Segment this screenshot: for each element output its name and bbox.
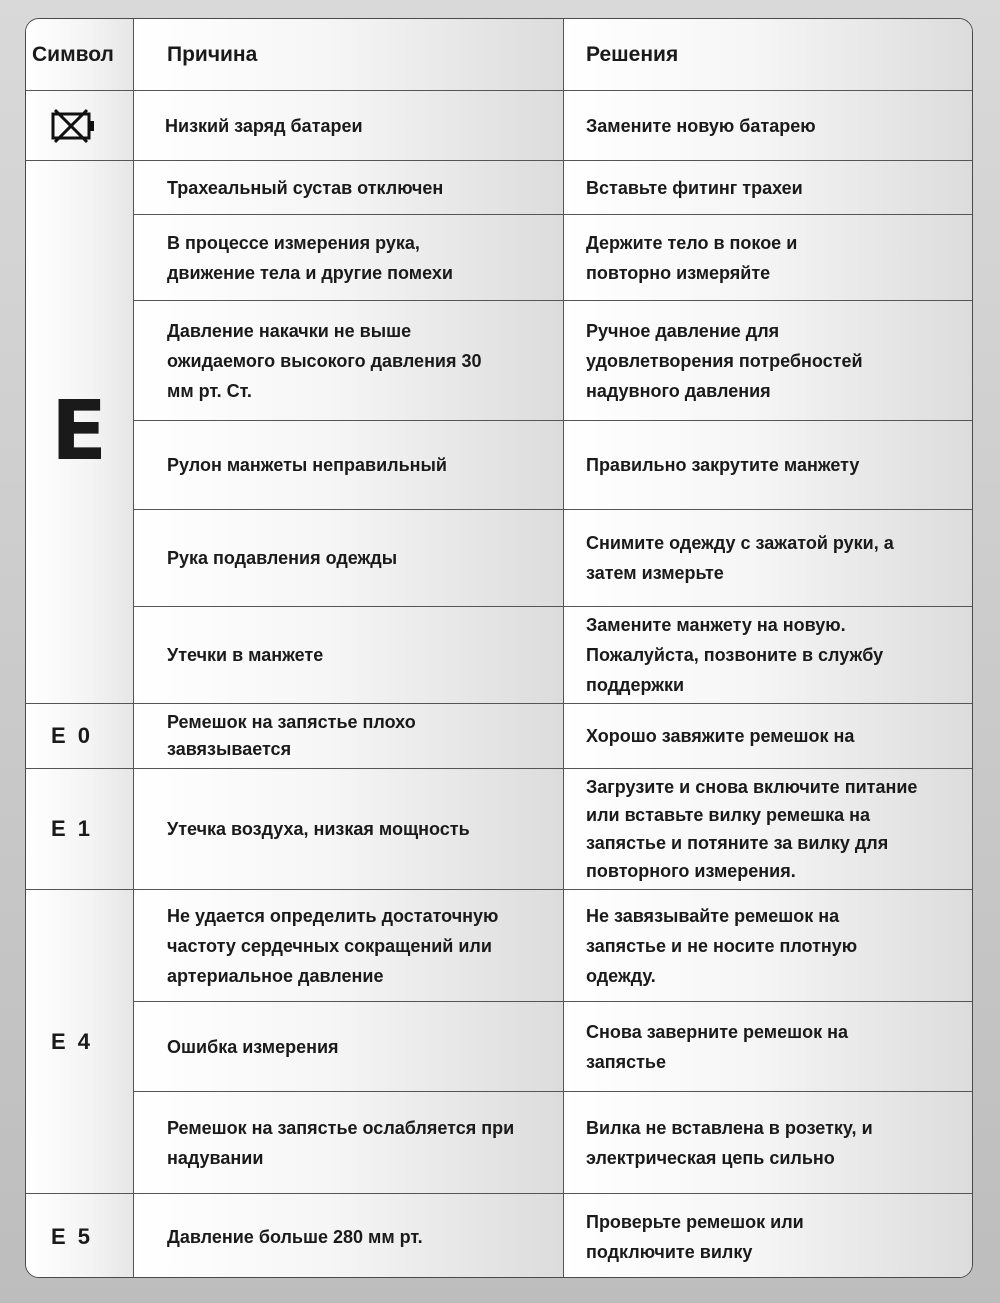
cause-cell [134, 890, 564, 1002]
symbol-E5 [26, 1194, 134, 1278]
cause-cell [134, 1194, 564, 1278]
solution-cell [564, 421, 973, 510]
solution-text: Вставьте фитинг трахеи [586, 177, 803, 198]
cause-cell [134, 215, 564, 301]
solution-cell [564, 769, 973, 890]
header-symbol-label: Символ [32, 42, 114, 66]
symbol-E4 [26, 890, 134, 1194]
symbol-battery [26, 91, 134, 161]
code-E: E [51, 384, 108, 479]
header-symbol [26, 19, 134, 91]
header-cause-label: Причина [167, 42, 258, 66]
cause-cell [134, 301, 564, 421]
cause-cell [134, 1002, 564, 1092]
error-table [25, 18, 973, 1278]
solution-text: Загрузите и снова включите питание или вставьте вилку ремешка на запястье и потяните за вилку для повторного измерения. [586, 777, 918, 881]
cause-cell [134, 510, 564, 607]
solution-cell [564, 215, 973, 301]
solution-cell [564, 510, 973, 607]
cause-text: Не удается определить достаточную частоту сердечных сокращений или артериальное давление [167, 905, 499, 986]
solution-text: Не завязывайте ремешок на запястье и не носите плотную одежду. [586, 905, 858, 986]
cause-text: Рулон манжеты неправильный [167, 455, 447, 475]
cause-text: В процессе измерения рука, движение тела и другие помехи [167, 232, 453, 283]
symbol-E [26, 161, 134, 704]
solution-text: Замените новую батарею [586, 115, 816, 136]
header-cause [134, 19, 564, 91]
solution-cell [564, 1194, 973, 1278]
cause-text: Рука подавления одежды [167, 548, 398, 568]
code-E1: E 1 [51, 816, 94, 841]
solution-text: Вилка не вставлена в розетку, и электрическая цепь сильно [586, 1117, 873, 1168]
cause-cell [134, 769, 564, 890]
cause-text: Низкий заряд батареи [165, 115, 363, 136]
cause-text: Утечка воздуха, низкая мощность [167, 819, 470, 839]
solution-cell [564, 161, 973, 215]
cause-cell [134, 607, 564, 704]
solution-text: Снимите одежду с зажатой руки, а затем измерьте [586, 533, 894, 583]
code-E4: E 4 [51, 1028, 94, 1054]
cause-cell [134, 1092, 564, 1194]
cause-text: Ошибка измерения [167, 1036, 339, 1057]
solution-text: Держите тело в покое и повторно измеряйте [586, 232, 798, 283]
solution-text: Правильно закрутите манжету [586, 455, 860, 475]
solution-text: Снова заверните ремешок на запястье [586, 1021, 849, 1072]
symbol-E1 [26, 769, 134, 890]
solution-text: Проверьте ремешок или подключите вилку [586, 1211, 804, 1262]
solution-cell [564, 607, 973, 704]
solution-text: Ручное давление для удовлетворения потребностей надувного давления [586, 320, 863, 401]
cause-text: Давление больше 280 мм рт. [167, 1226, 423, 1247]
cause-text: Давление накачки не выше ожидаемого высокого давления 30 мм рт. Ст. [167, 320, 482, 401]
symbol-E0 [26, 704, 134, 769]
code-E0: E 0 [51, 723, 94, 748]
solution-cell [564, 91, 973, 161]
solution-cell [564, 1092, 973, 1194]
code-E5: E 5 [51, 1223, 94, 1249]
low-battery-icon [51, 108, 99, 144]
solution-text: Замените манжету на новую. Пожалуйста, позвоните в службу поддержки [586, 615, 884, 695]
solution-cell [564, 301, 973, 421]
cause-cell [134, 161, 564, 215]
cause-text: Ремешок на запястье ослабляется при надувании [167, 1117, 515, 1168]
cause-cell [134, 91, 564, 161]
cause-cell [134, 421, 564, 510]
cause-text: Ремешок на запястье плохо завязывается [167, 712, 416, 759]
solution-cell [564, 704, 973, 769]
solution-text: Хорошо завяжите ремешок на [586, 726, 855, 746]
header-solution-label: Решения [586, 42, 679, 66]
cause-text: Трахеальный сустав отключен [167, 177, 444, 198]
solution-cell [564, 890, 973, 1002]
cause-text: Утечки в манжете [167, 645, 324, 665]
cause-cell [134, 704, 564, 769]
header-solution [564, 19, 973, 91]
solution-cell [564, 1002, 973, 1092]
